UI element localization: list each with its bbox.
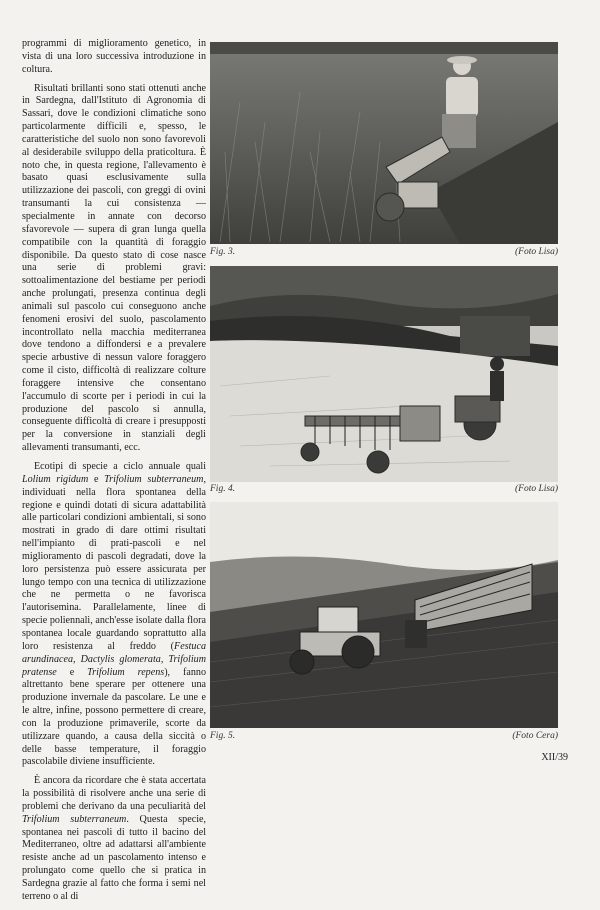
figure-5-photo	[210, 502, 558, 728]
article-paragraph: È ancora da ricordare che è stata accertata la possibilità di risolvere anche una serie di problemi che derivano da una peculiarità del Trifolium subterraneum. Questa specie, spontanea nei pascoli di tutto il bacino del Mediterraneo, oltre ad adattarsi all'ambiente resiste anche ad un pascolamento intenso e prolungato come quello che si pratica in Sardegna grazie al fatto che forma i semi nel terreno o al di	[22, 775, 206, 902]
figure-3-photo	[210, 42, 558, 244]
figure-label: Fig. 5.	[210, 731, 236, 741]
article-text-column	[22, 38, 206, 910]
photo-credit: (Foto Cera)	[512, 731, 558, 741]
figure-label: Fig. 4.	[210, 484, 236, 494]
article-paragraph: Ecotipi di specie a ciclo annuale quali Lolium rigidum e Trifolium subterraneum, individuati nella flora spontanea della regione e quindi dotati di sicura adattabilità alle particolari condizioni ambientali, si sono mostrati in grado di dare ottimi risultati nell'impianto di prati-pascoli e nel miglioramento di pascoli degradati, dove la loro persistenza può essere assicurata per lungo tempo con una tecnica di utilizzazione che ne permetta o ne favorisca l'autorisemina. Parallelamente, linee di specie poliennali, anch'esse isolate dalla flora spontanea locale guardando soprattutto alla loro resistenza al freddo (Festuca arundinacea, Dactylis glomerata, Trifolium pratense e Trifolium repens), fanno altrettanto bene sperare per ottenere una produzione invernale da pascolare. Le une e le altre, infine, possono permettere di creare, con la produzione primaverile, scorte da utilizzare quando, a causa della siccità o delle basse temperature, il foraggio pascolabile diviene insufficiente.	[22, 461, 206, 768]
photo-credit: (Foto Lisa)	[514, 247, 558, 257]
photo-credit: (Foto Lisa)	[514, 484, 558, 494]
article-paragraph: programmi di miglioramento genetico, in vista di una loro successiva introduzione in coltura.	[22, 38, 206, 75]
figure-4-photo	[210, 266, 558, 482]
article-paragraph: Risultati brillanti sono stati ottenuti anche in Sardegna, dall'Istituto di Agronomia di Sassari, dove le condizioni climatiche sono particolarmente difficili e, spesso, le caratteristiche del suolo non sono favorevoli al desiderabile sviluppo della praticoltura. È noto che, in questa regione, l'allevamento è basato quasi esclusivamente sulla utilizzazione dei pascoli, con greggi di ovini transumanti la cui consistenza — specialmente in annate con decorso sfavorevole — supera di gran lunga quella compatibile con la quantità di foraggio disponibile. Da questo stato di cose nasce una serie di problemi gravi: sottoalimentazione del bestiame per periodi anche prolungati, presenza continua degli animali sul pascolo cui conseguono anche fenomeni erosivi del suolo, pascolamento incontrollato nella macchia mediterranea dove tendono a diffondersi e a prevalere specie arbustive di nessun valore foraggero come il cisto, difficoltà di realizzare colture foraggere intensive che consentano l'accumulo di scorte per i periodi in cui la produzione del pascolo si annulla, conseguente difficoltà di creare i presupposti per la conversione in stanziali degli allevamenti transumanti, ecc.	[22, 82, 206, 454]
page-number: XII/39	[541, 752, 568, 763]
figure-label: Fig. 3.	[210, 247, 236, 257]
